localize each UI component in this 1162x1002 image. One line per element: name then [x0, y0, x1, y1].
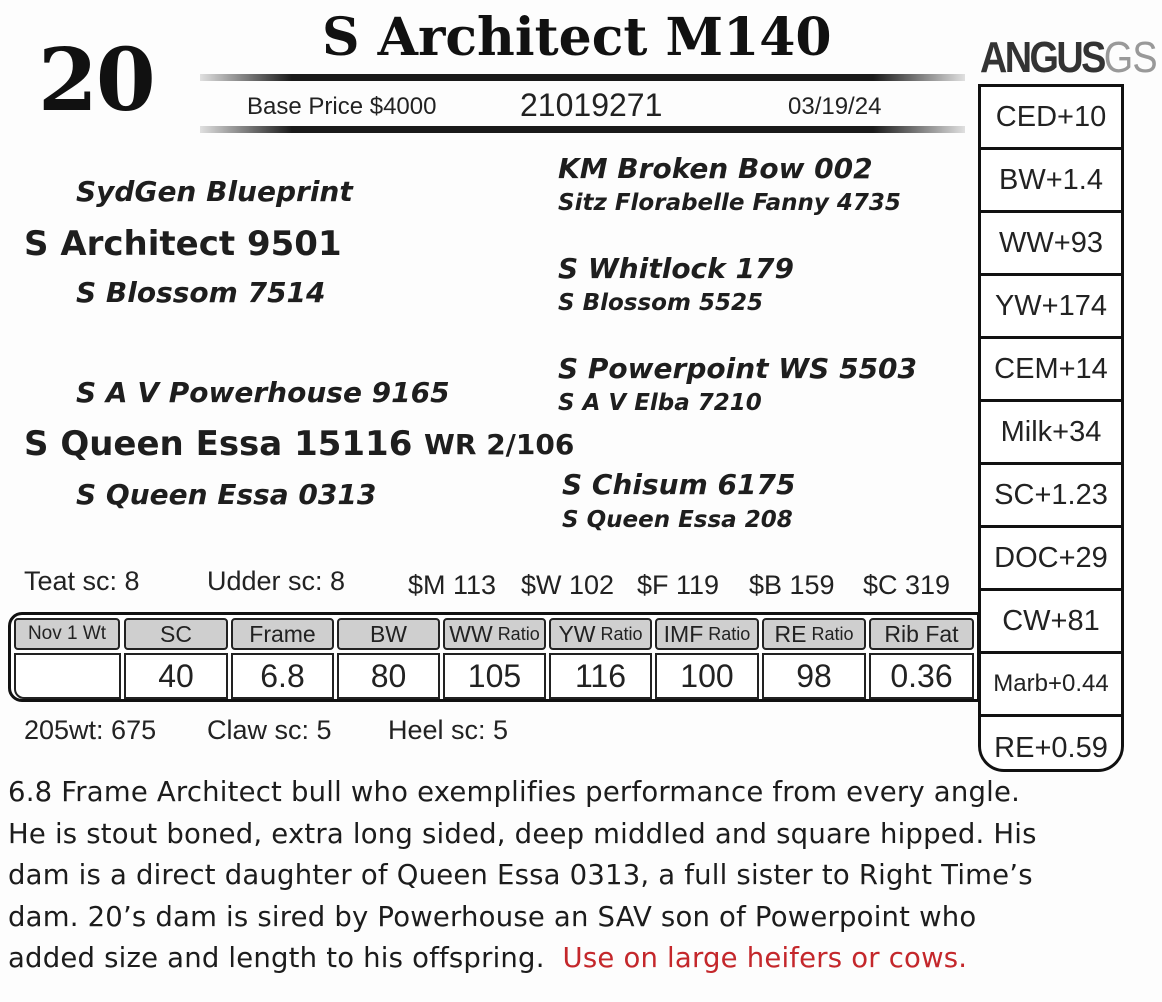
lot-number: 20 [38, 30, 154, 131]
performance-table [8, 612, 980, 702]
epd-sc: SC+1.23 [981, 465, 1121, 528]
epd-bw: BW+1.4 [981, 150, 1121, 213]
table-header-ww-ratio: WW Ratio [443, 618, 546, 650]
table-header-re-ratio: RE Ratio [762, 618, 866, 650]
header-rule-top [200, 74, 965, 81]
description-line: dam is a direct daughter of Queen Essa 0313, a full sister to Right Time’s [8, 859, 1033, 891]
description [8, 772, 1158, 980]
index-c: $C 319 [863, 570, 951, 600]
description-last-line: added size and length to his offspring. Use on large heifers or cows. [8, 942, 968, 974]
teat-score: Teat sc: 8 [24, 566, 140, 596]
table-value-imf-ratio: 100 [655, 653, 759, 699]
pedigree-dam-sire: S A V Powerhouse 9165 [76, 376, 450, 409]
pedigree-dam: S Queen Essa 15116 [24, 424, 413, 464]
pedigree-dd-dam: S Queen Essa 208 [562, 507, 793, 533]
table-header-yw-ratio: YW Ratio [549, 618, 652, 650]
pedigree-sire-dam: S Blossom 7514 [76, 276, 326, 309]
pedigree-dam-dam: S Queen Essa 0313 [76, 478, 377, 511]
usage-recommendation: Use on large heifers or cows. [562, 942, 968, 974]
table-value-ww-ratio: 105 [443, 653, 546, 699]
epd-re: RE+0.59 [994, 732, 1108, 764]
sale-date: 03/19/24 [788, 93, 882, 120]
table-header-bw: BW [337, 618, 440, 650]
epd-cw: CW+81 [981, 591, 1121, 654]
table-header-frame: Frame [231, 618, 334, 650]
epd-yw: YW+174 [981, 276, 1121, 339]
angus-gs-logo: ANGUSGS [980, 33, 1157, 82]
table-value-bw: 80 [337, 653, 440, 699]
table-header-nov1wt: Nov 1 Wt [14, 618, 120, 650]
pedigree-dd-sire: S Chisum 6175 [562, 468, 796, 501]
epd-column [978, 84, 1124, 772]
pedigree-sd-sire: S Whitlock 179 [558, 252, 794, 285]
table-value-rib-fat: 0.36 [869, 653, 974, 699]
table-value-re-ratio: 98 [762, 653, 866, 699]
claw-score: Claw sc: 5 [207, 715, 332, 745]
description-line: 6.8 Frame Architect bull who exemplifies performance from every angle. [8, 776, 1021, 808]
index-f: $F 119 [637, 570, 720, 600]
description-line: dam. 20’s dam is sired by Powerhouse an SAV son of Powerpoint who [8, 900, 977, 933]
header-rule-bottom [200, 126, 965, 133]
epd-ww: WW+93 [981, 213, 1121, 276]
table-header-imf-ratio: IMF Ratio [655, 618, 759, 650]
table-value-nov1wt [14, 653, 121, 699]
udder-score: Udder sc: 8 [207, 566, 346, 596]
base-price: Base Price $4000 [247, 93, 437, 120]
pedigree-sire: S Architect 9501 [24, 224, 342, 264]
pedigree-ss-sire: KM Broken Bow 002 [558, 152, 873, 185]
index-b: $B 159 [749, 570, 835, 600]
index-w: $W 102 [521, 570, 615, 600]
pedigree-sd-dam: S Blossom 5525 [558, 290, 763, 316]
table-header-sc: SC [124, 618, 228, 650]
epd-cem: CEM+14 [981, 339, 1121, 402]
heel-score: Heel sc: 5 [388, 715, 509, 745]
table-value-yw-ratio: 116 [549, 653, 652, 699]
epd-doc: DOC+29 [981, 528, 1121, 591]
pedigree-sire-sire: SydGen Blueprint [76, 175, 353, 208]
pedigree-ds-sire: S Powerpoint WS 5503 [558, 352, 918, 385]
table-value-frame: 6.8 [231, 653, 334, 699]
pedigree-ds-dam: S A V Elba 7210 [558, 390, 762, 416]
bull-name: S Architect M140 [322, 7, 832, 68]
weight-205: 205wt: 675 [24, 715, 157, 745]
registration-number: 21019271 [520, 87, 663, 123]
epd-ced: CED+10 [981, 87, 1121, 150]
index-m: $M 113 [408, 570, 497, 600]
table-header-rib-fat: Rib Fat [869, 618, 974, 650]
epd-milk: Milk+34 [981, 402, 1121, 465]
description-line: He is stout boned, extra long sided, deep middled and square hipped. His [8, 817, 1037, 850]
dam-weaning-ratio: WR 2/106 [424, 428, 575, 461]
pedigree-ss-dam: Sitz Florabelle Fanny 4735 [558, 190, 901, 216]
epd-marb: Marb+0.44 [981, 654, 1121, 717]
table-value-sc: 40 [124, 653, 228, 699]
